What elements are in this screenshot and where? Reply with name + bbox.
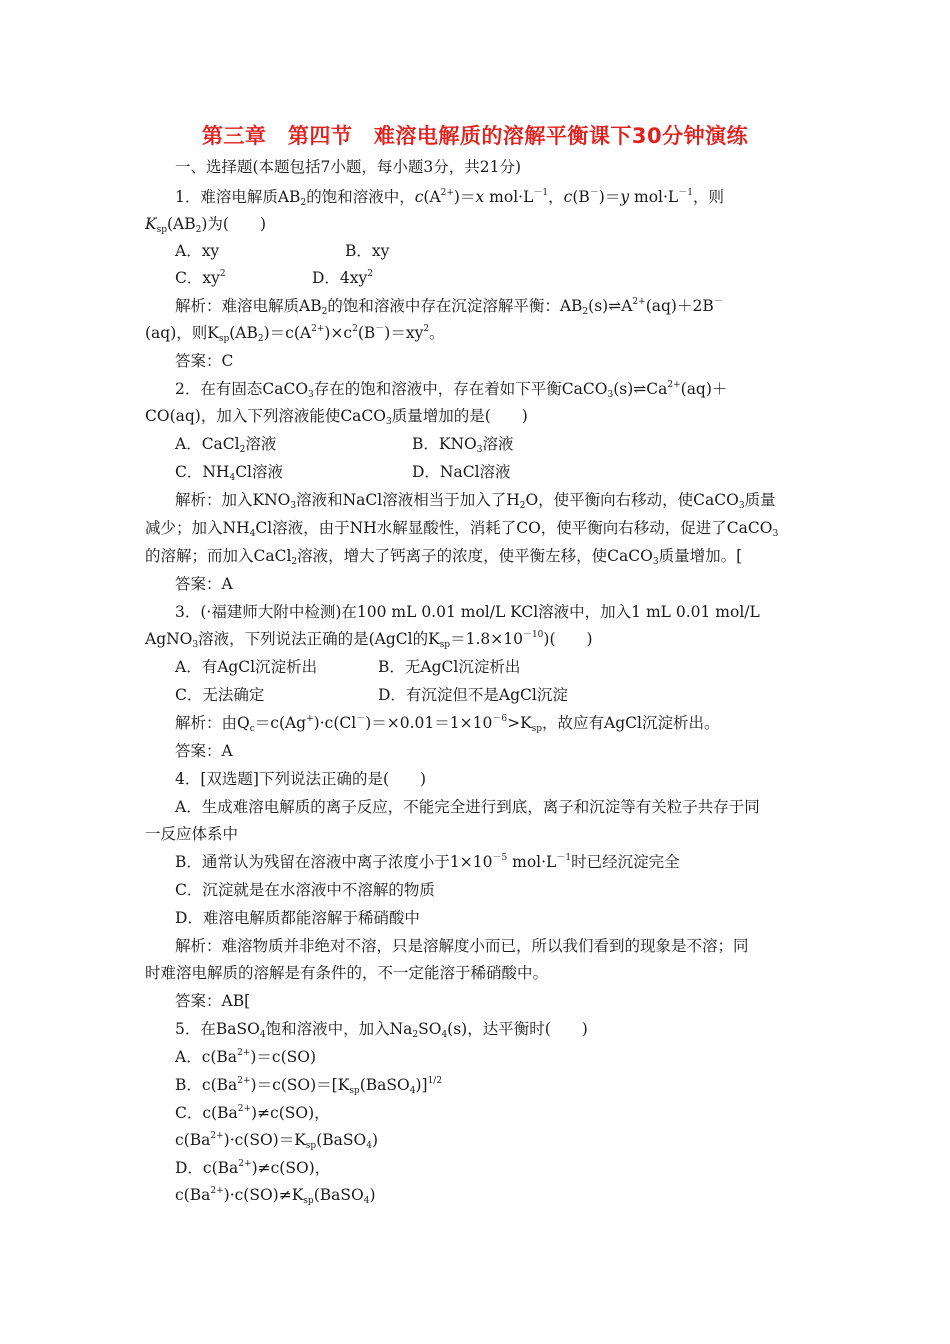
q4-analysis-line2: 时难溶电解质的溶解是有条件的，不一定能溶于稀硝酸中。 (145, 964, 549, 982)
q3-option-b: B．无AgCl沉淀析出 (378, 658, 521, 676)
q1-analysis-line2: (aq)，则$K_{sp}(AB_2)=c(A^{2+})\times c^2(B^-)=xy^2$。 (145, 324, 445, 344)
q1-analysis-line1: 解析：难溶电解质$AB_2$的饱和溶液中存在沉淀溶解平衡：$AB_2(s)\rightleftharpoons A^{2+}(aq)+2B^-$ (175, 297, 723, 317)
q2-option-b: B．$KNO_3$溶液 (412, 435, 514, 455)
q2-option-c: C．$NH_4Cl$溶液 (175, 463, 284, 483)
q3-stem-line1: 3．(·福建师大附中检测)在100 mL 0.01 mol/L KCl溶液中，加入1 mL 0.01 mol/L (175, 603, 760, 621)
q4-answer: 答案：AB[ (175, 992, 251, 1010)
q1-option-a: A．xy (175, 242, 220, 260)
q5-option-c-line2: $c(Ba^{2+})\cdot c(SO)=K_{sp}(BaSO_4)$ (175, 1131, 378, 1151)
q5-stem: 5．在BaSO$_4$饱和溶液中，加入$Na_2SO_4(s)$，达平衡时( ) (175, 1020, 588, 1040)
q2-option-a: A．CaCl$_2$溶液 (175, 435, 277, 455)
q4-analysis-line1: 解析：难溶物质并非绝对不溶，只是溶解度小而已，所以我们看到的现象是不溶；同 (175, 937, 749, 955)
q2-analysis-line3: 的溶解；而加入CaCl$_2$溶液，增大了钙离子的浓度，使平衡左移，使CaCO$_3$质量增加。[ (145, 547, 743, 567)
q4-option-b: B．通常认为残留在溶液中离子浓度小于$1\times 10^{-5}$ $mol\cdot L^{-1}$时已经沉淀完全 (175, 853, 680, 871)
q2-answer: 答案：A (175, 575, 233, 593)
q5-option-b: B．$c(Ba^{2+})=c(SO)=[K_{sp}(BaSO_4)]^{1/2}$ (175, 1076, 443, 1096)
q1-option-d: D．$4xy^2$ (312, 269, 374, 287)
q4-option-d: D．难溶电解质都能溶解于稀硝酸中 (175, 909, 420, 927)
q1-stem-line2: $K_{sp}(AB_2)$为( ) (145, 215, 267, 235)
q2-stem-line2: CO(aq)，加入下列溶液能使CaCO$_3$质量增加的是( ) (145, 407, 528, 427)
q4-option-c: C．沉淀就是在水溶液中不溶解的物质 (175, 881, 435, 899)
q4-option-a-line2: 一反应体系中 (145, 825, 239, 843)
q3-option-c: C．无法确定 (175, 686, 265, 704)
section-heading: 一、选择题(本题包括7小题，每小题3分，共21分) (175, 158, 522, 176)
q2-analysis-line2: 减少；加入$NH_4Cl$溶液，由于NH水解显酸性，消耗了CO，使平衡向右移动，促进了CaCO$_3$ (145, 519, 779, 539)
equilibrium-arrow-icon: ⇌ (633, 380, 647, 398)
q4-option-a-line1: A．生成难溶电解质的离子反应，不能完全进行到底，离子和沉淀等有关粒子共存于同 (175, 798, 760, 816)
q2-stem-line1: 2．在有固态CaCO$_3$存在的饱和溶液中，存在着如下平衡$CaCO_3(s)\rightleftharpoons Ca^{2+}(aq)+$ (175, 380, 728, 400)
q5-option-c-line1: C．$c(Ba^{2+})\ne c(SO)$， (175, 1104, 330, 1122)
q4-stem: 4．[双选题]下列说法正确的是( ) (175, 770, 427, 788)
q2-analysis-line1: 解析：加入$KNO_3$溶液和NaCl溶液相当于加入了$H_2O$，使平衡向右移动，使CaCO$_3$质量 (175, 491, 776, 511)
q3-analysis: 解析：由$Q_c=c(Ag^+)\cdot c(Cl^-)=\times 0.01=1\times 10^{-6}>K_{sp}$，故应有AgCl沉淀析出。 (175, 714, 720, 734)
q1-answer: 答案：C (175, 352, 234, 370)
q5-option-d-line1: D．$c(Ba^{2+})\ne c(SO)$， (175, 1159, 331, 1177)
q3-option-a: A．有AgCl沉淀析出 (175, 658, 318, 676)
q1-stem-line1: 1．难溶电解质$AB_2$的饱和溶液中，$c(A^{2+})=x$ $mol\cdot L^{-1}$，c(B－)＝y $mol\cdot L^{-1}$，则 (175, 188, 724, 208)
page-title: 第三章 第四节 难溶电解质的溶解平衡课下30分钟演练 (201, 124, 749, 148)
q3-answer: 答案：A (175, 742, 233, 760)
q5-option-a: A．$c(Ba^{2+})=c(SO)$ (175, 1048, 316, 1066)
q5-option-d-line2: $c(Ba^{2+})\cdot c(SO)\ne K_{sp}(BaSO_4)$ (175, 1186, 376, 1206)
q3-option-d: D．有沉淀但不是AgCl沉淀 (378, 686, 568, 704)
q2-option-d: D．NaCl溶液 (412, 463, 511, 481)
q1-option-c: C．$xy^2$ (175, 269, 226, 287)
equilibrium-arrow-icon: ⇌ (608, 297, 622, 315)
q1-option-b: B．xy (345, 242, 390, 260)
q3-stem-line2: AgNO$_3$溶液，下列说法正确的是(AgCl的$K_{sp}=1.8\times 10^{-10}$)( ) (145, 630, 593, 650)
